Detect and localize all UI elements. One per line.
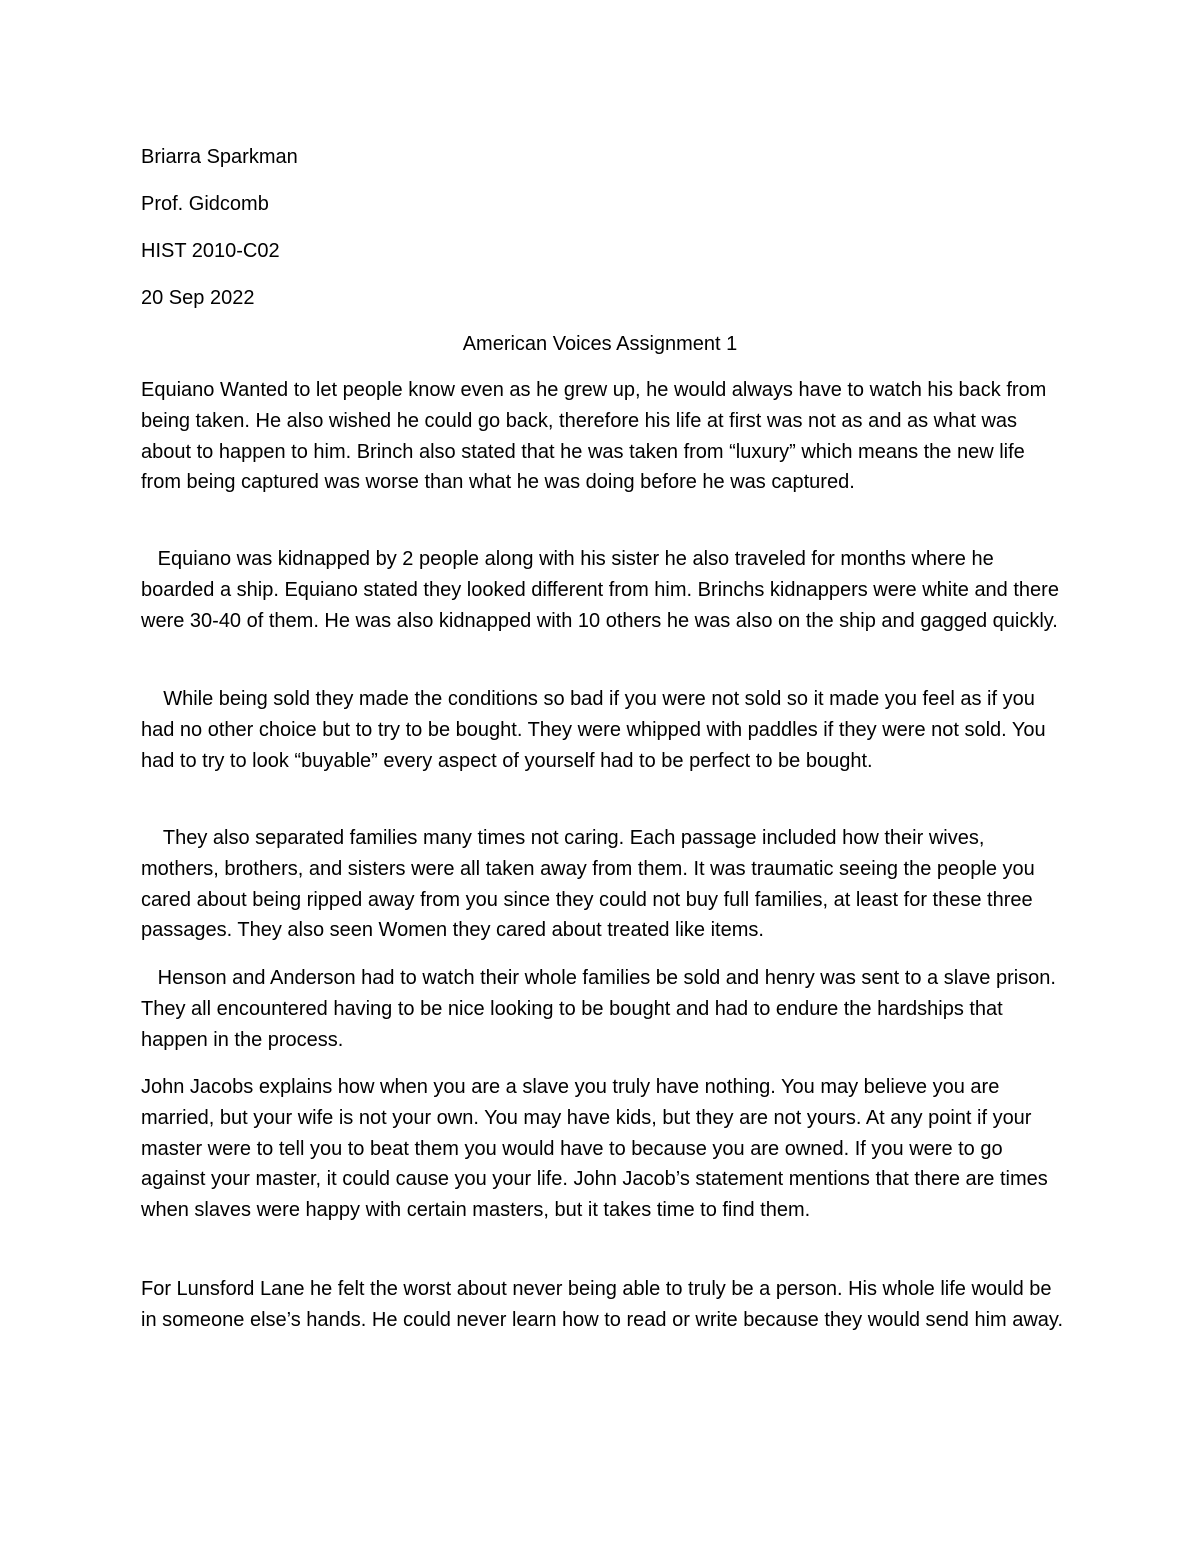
body-paragraph: For Lunsford Lane he felt the worst about never being able to truly be a person. His whole life would be in someone else’s hands. He could never learn how to read or write because they would send him away. [141,1278,1064,1331]
body-paragraph: While being sold they made the conditions so bad if you were not sold so it made you feel as if you had no other choice but to try to be bought. They were whipped with paddles if they were not sold. You had to try to look “buyable” every aspect of yourself had to be perfect to be bought. [141,688,1046,772]
body-paragraph: Henson and Anderson had to watch their whole families be sold and henry was sent to a slave prison. They all encountered having to be nice looking to be bought and had to endure the hardships that happen in the process. [141,967,1056,1051]
author-name: Briarra Sparkman [141,146,298,168]
body-paragraph: Equiano was kidnapped by 2 people along with his sister he also traveled for months where he boarded a ship. Equiano stated they looked different from him. Brinchs kidnappers were white and there were 30-40 of them. He was also kidnapped with 10 others he was also on the ship and gagged quickly. [141,548,1059,632]
document-date: 20 Sep 2022 [141,287,255,309]
course-code: HIST 2010-C02 [141,240,280,262]
body-paragraph: Equiano Wanted to let people know even as he grew up, he would always have to watch his back from being taken. He also wished he could go back, therefore his life at first was not as and as what was about to happen to him. Brinch also stated that he was taken from “luxury” which means the new life from being captured was worse than what he was doing before he was captured. [141,379,1047,494]
document-title: American Voices Assignment 1 [462,333,738,355]
body-paragraph: John Jacobs explains how when you are a slave you truly have nothing. You may believe you are married, but your wife is not your own. You may have kids, but they are not yours. At any point if your master were to tell you to beat them you would have to because you are owned. If you were to go against your master, it could cause you your life. John Jacob’s statement mentions that there are times when slaves were happy with certain masters, but it takes time to find them. [141,1076,1048,1222]
body-paragraph: They also separated families many times not caring. Each passage included how their wives, mothers, brothers, and sisters were all taken away from them. It was traumatic seeing the people you cared about being ripped away from you since they could not buy full families, at least for these three passages. They also seen Women they cared about treated like items. [141,827,1035,942]
professor-name: Prof. Gidcomb [141,193,269,215]
